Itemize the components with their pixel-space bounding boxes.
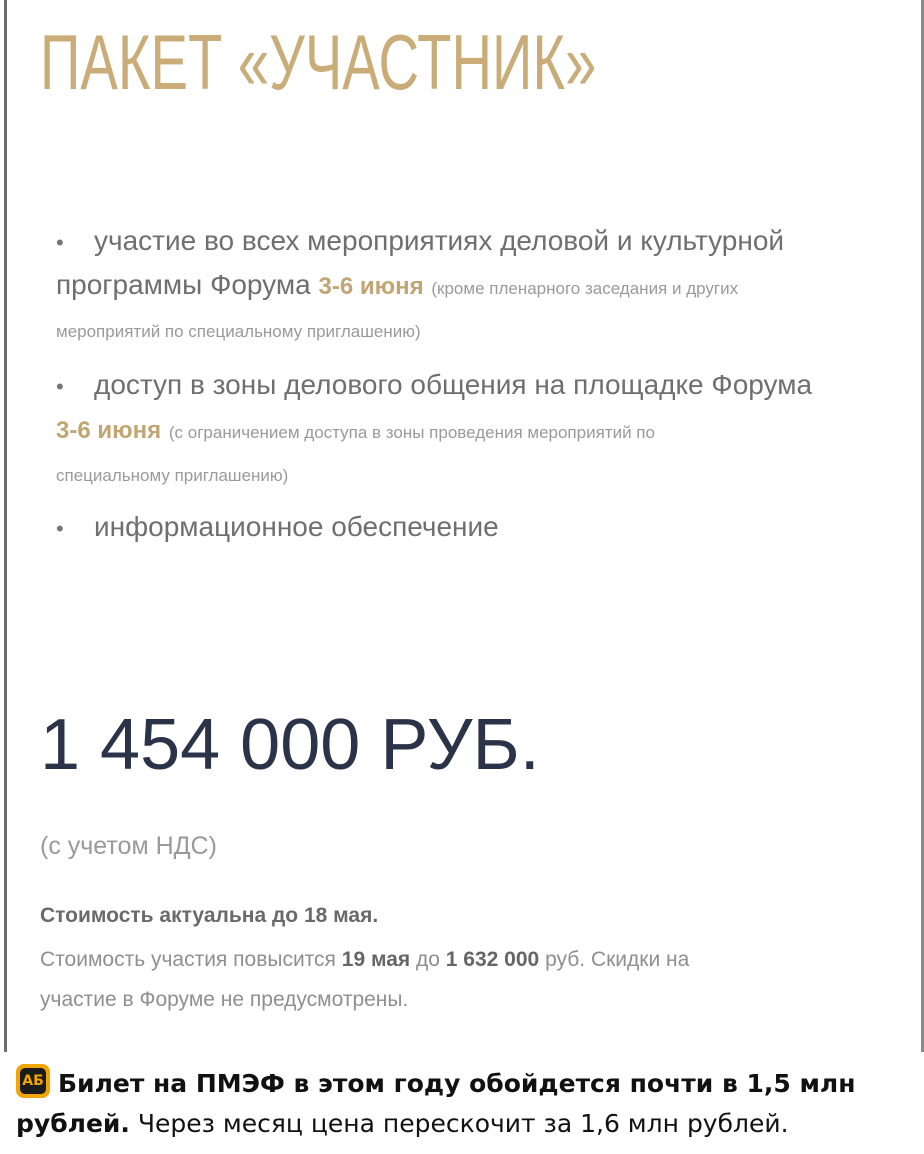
bullet-dot-icon: • xyxy=(56,230,64,255)
bullet-note: (кроме пленарного заседания и других xyxy=(431,279,739,298)
package-price: 1 454 000 РУБ. xyxy=(40,705,540,785)
image-left-border xyxy=(4,0,7,1052)
bullet-dates: 3-6 июня xyxy=(318,273,424,300)
bullet-dot-icon: • xyxy=(56,516,64,541)
increase-date: 19 мая xyxy=(341,948,411,971)
bullet-item-participation xyxy=(56,220,896,354)
bullet-item-access xyxy=(56,364,896,498)
increase-text-2: до xyxy=(416,948,440,971)
vat-note: (с учетом НДС) xyxy=(40,832,217,860)
bullet-note-cont: мероприятий по специальному приглашению) xyxy=(56,322,421,341)
ab-logo-icon xyxy=(16,1064,50,1098)
bullet-note-cont: специальному приглашению) xyxy=(56,466,289,485)
increase-text-3: руб. Скидки на xyxy=(545,948,690,971)
caption-bold-text: Билет на ПМЭФ в этом году обойдется почти в 1,5 млн рублей. xyxy=(16,1069,856,1138)
bullet-note: (с ограничением доступа в зоны проведения мероприятий по xyxy=(168,423,655,442)
bullet-cont-text: программы Форума xyxy=(56,269,311,300)
ab-logo-letters: АБ xyxy=(20,1068,46,1094)
bullet-main-text: доступ в зоны делового общения на площадке Форума xyxy=(94,369,813,400)
bullet-main-text: участие во всех мероприятиях деловой и культурной xyxy=(94,225,785,256)
bullet-dot-icon: • xyxy=(56,374,64,399)
price-deadline: Стоимость актуальна до 18 мая. xyxy=(40,904,379,927)
post-caption xyxy=(16,1064,906,1144)
bullet-item-info xyxy=(56,506,896,550)
increase-new-price: 1 632 000 xyxy=(445,948,540,971)
increase-text-1: Стоимость участия повысится xyxy=(40,948,336,971)
caption-regular-text: Через месяц цена перескочит за 1,6 млн рублей. xyxy=(137,1109,789,1138)
price-increase-note xyxy=(40,940,900,1020)
bullet-main-text: информационное обеспечение xyxy=(94,511,499,542)
bullet-dates: 3-6 июня xyxy=(56,417,162,444)
package-title: ПАКЕТ «УЧАСТНИК» xyxy=(40,18,597,106)
increase-text-4: участие в Форуме не предусмотрены. xyxy=(40,988,409,1011)
